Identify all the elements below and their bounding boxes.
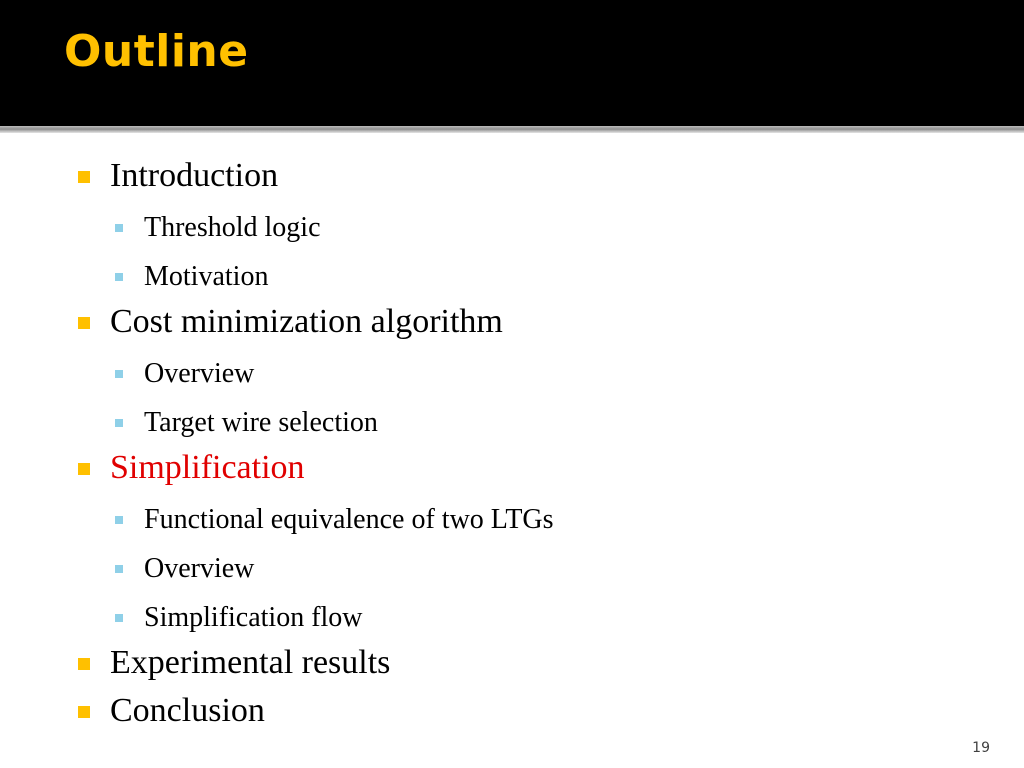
square-bullet-icon <box>78 658 90 670</box>
outline-item-label: Overview <box>144 358 255 389</box>
outline-item-label: Experimental results <box>110 644 391 681</box>
slide-number: 19 <box>972 740 990 756</box>
outline-item-label: Introduction <box>110 157 279 194</box>
outline-item-label: Motivation <box>144 261 269 292</box>
outline-item-label: Target wire selection <box>144 407 378 438</box>
square-bullet-icon <box>115 419 123 427</box>
square-bullet-icon <box>78 171 90 183</box>
square-bullet-icon <box>115 614 123 622</box>
outline-item-label: Cost minimization algorithm <box>110 303 503 340</box>
square-bullet-icon <box>115 565 123 573</box>
outline-item-label: Functional equivalence of two LTGs <box>144 504 554 535</box>
slide-title: Outline <box>64 26 249 77</box>
outline-item-label: Threshold logic <box>144 212 321 243</box>
outline-item-label: Simplification flow <box>144 602 363 633</box>
square-bullet-icon <box>115 516 123 524</box>
square-bullet-icon <box>78 463 90 475</box>
outline-item-label: Simplification <box>110 449 305 486</box>
outline-item-label: Conclusion <box>110 692 265 729</box>
square-bullet-icon <box>115 224 123 232</box>
square-bullet-icon <box>115 370 123 378</box>
square-bullet-icon <box>115 273 123 281</box>
square-bullet-icon <box>78 706 90 718</box>
square-bullet-icon <box>78 317 90 329</box>
outline-item-label: Overview <box>144 553 255 584</box>
